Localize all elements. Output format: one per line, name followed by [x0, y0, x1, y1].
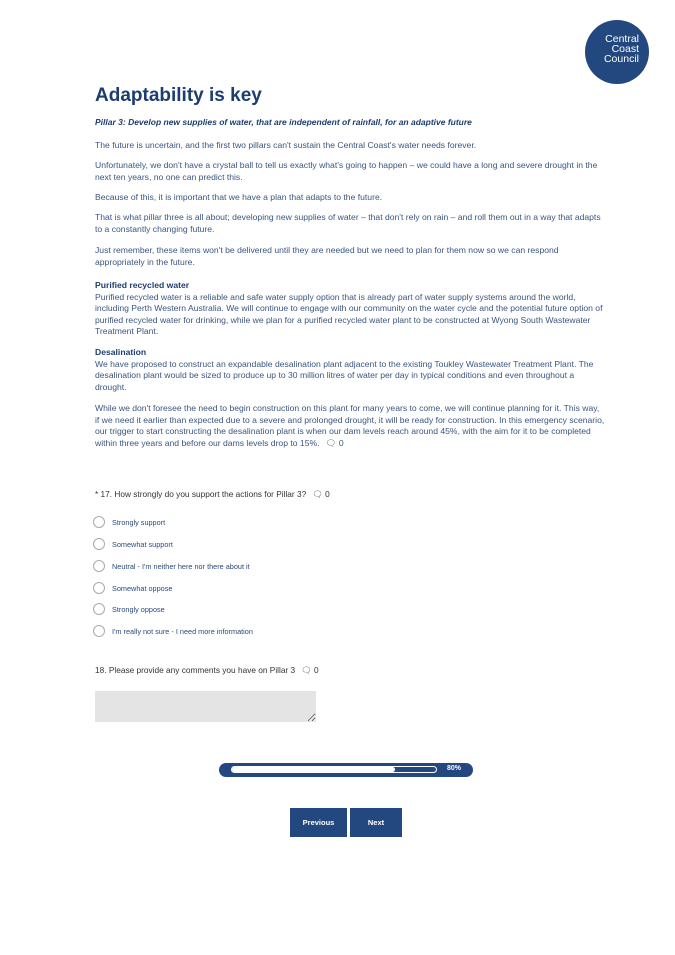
question-18-label	[95, 665, 319, 676]
option-label: Strongly support	[112, 517, 166, 527]
paragraph: Just remember, these items won't be delivered until they are needed but we need to plan for them now so we can respond appropriately in the future.	[95, 245, 559, 267]
option-strongly-oppose[interactable]	[93, 603, 165, 615]
comment-icon[interactable]: 🗨︎	[301, 665, 312, 675]
option-label: Somewhat support	[112, 539, 173, 549]
comment-count: 0	[314, 665, 319, 675]
option-strongly-support[interactable]	[93, 516, 165, 528]
section-heading: Purified recycled water	[95, 280, 190, 290]
section-text: We have proposed to construct an expandable desalination plant adjacent to the existing Toukley Wastewater Treatment Plant. The desalination plant would be sized to produce up to 30 million litres of water per day in typical conditions and even throughout a drought.	[95, 358, 594, 392]
section-text: While we don't foresee the need to begin construction on this plant for many years to come, we will continue planning for it. This way, if we need it earlier than expected due to a severe and prolonged drought, it will be ready for construction. In this emergency scenario, our trigger to start constructing the desalination plant is when our dam levels reach around 45%, with the aim for it to be completed within three years and before our dams levels drop to 15%.	[95, 403, 605, 448]
question-text: * 17. How strongly do you support the actions for Pillar 3?	[95, 489, 307, 499]
council-logo	[585, 20, 649, 84]
section-heading: Desalination	[95, 347, 147, 357]
pillar-3-comments-input[interactable]	[95, 691, 316, 722]
progress-label: 80%	[447, 765, 462, 772]
option-label: Neutral - I'm neither here nor there about it	[112, 561, 250, 571]
radio-button[interactable]	[93, 603, 105, 615]
paragraph: That is what pillar three is all about; developing new supplies of water – that don't rely on rain – and roll them out in a way that adapts to a constantly changing future.	[95, 212, 601, 234]
comment-icon[interactable]: 🗨︎	[325, 437, 337, 448]
paragraph	[95, 403, 605, 449]
comment-count: 0	[325, 489, 330, 499]
paragraph: Because of this, it is important that we have a plan that adapts to the future.	[95, 192, 383, 202]
previous-button[interactable]: Previous	[290, 808, 347, 837]
comment-count: 0	[338, 437, 344, 448]
option-label: Somewhat oppose	[112, 583, 173, 593]
progress-track	[231, 766, 437, 773]
option-neutral[interactable]	[93, 560, 250, 572]
radio-button[interactable]	[93, 538, 105, 550]
radio-button[interactable]	[93, 582, 105, 594]
option-somewhat-support[interactable]	[93, 538, 173, 550]
pillar-subtitle: Pillar 3: Develop new supplies of water, that are independent of rainfall, for an adaptive future	[95, 117, 472, 127]
logo-text: Coast	[611, 43, 639, 55]
option-label: Strongly oppose	[112, 604, 165, 614]
option-somewhat-oppose[interactable]	[93, 582, 172, 594]
paragraph: The future is uncertain, and the first two pillars can't sustain the Central Coast's water needs forever.	[95, 140, 477, 150]
section-text: Purified recycled water is a reliable and safe water supply option that is already part of water supply systems around the world, including Perth Western Australia. We will continue to engage with our community on the water cycle and the potential future option of purified recycled water for drinking, while we plan for a purified recycled water plant to be constructed at Wyong South Wastewater Treatment Plant.	[95, 291, 603, 336]
radio-button[interactable]	[93, 516, 105, 528]
desalination-section	[95, 347, 605, 393]
purified-section	[95, 280, 605, 338]
progress-bar	[219, 763, 473, 777]
radio-button[interactable]	[93, 560, 105, 572]
next-button[interactable]: Next	[350, 808, 402, 837]
option-not-sure[interactable]	[93, 625, 253, 637]
question-text: 18. Please provide any comments you have on Pillar 3	[95, 665, 296, 675]
comment-icon[interactable]: 🗨︎	[312, 489, 323, 499]
radio-button[interactable]	[93, 625, 105, 637]
logo-text: Council	[603, 53, 639, 65]
logo-text: Central	[605, 33, 639, 45]
option-label: I'm really not sure - I need more information	[112, 626, 253, 636]
question-17-label	[95, 489, 330, 500]
progress-fill	[232, 767, 395, 772]
page-title: Adaptability is key	[95, 85, 262, 106]
paragraph: Unfortunately, we don't have a crystal ball to tell us exactly what's going to happen – we could have a long and severe drought in the next ten years, no one can predict this.	[95, 160, 598, 182]
